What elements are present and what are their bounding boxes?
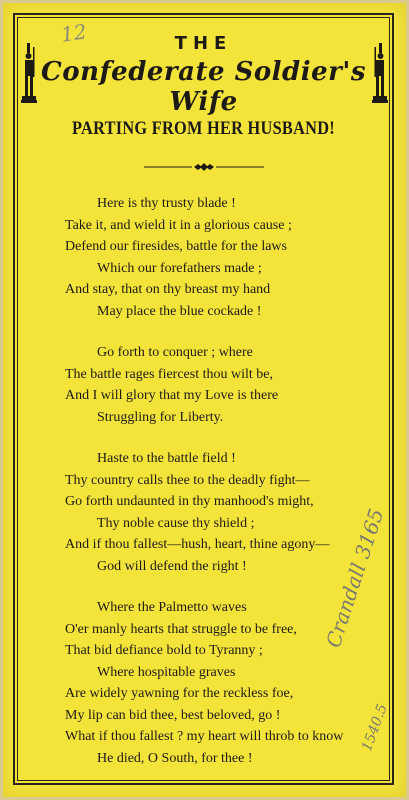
poem-line: Are widely yawning for the reckless foe, <box>65 686 294 701</box>
poem-line: Haste to the battle field ! <box>97 451 236 466</box>
poem-line: He died, O South, for thee ! <box>97 750 253 766</box>
pencil-note-bottom: 1540.5 <box>359 701 391 754</box>
poem-line: Take it, and wield it in a glorious cause ; <box>65 217 292 233</box>
poem-line: And I will glory that my Love is there <box>65 388 279 403</box>
poem-line: Here is thy trusty blade ! <box>97 196 236 211</box>
poem-body <box>65 193 385 769</box>
page-title: Confederate Soldier's Wife <box>41 57 366 117</box>
poem-line: O'er manly hearts that struggle to be free, <box>65 621 297 637</box>
stanza-gap <box>65 428 385 448</box>
poem-line: Defend our firesides, battle for the laws <box>65 239 287 254</box>
poem-line: Thy noble cause thy shield ; <box>97 515 255 531</box>
poem-line: Struggling for Liberty. <box>97 409 224 425</box>
poem-line: And stay, that on thy breast my hand <box>65 282 271 297</box>
title-article: THE <box>174 33 233 54</box>
broadside-sheet <box>3 3 406 797</box>
poem-line: Where the Palmetto waves <box>97 600 247 615</box>
poem-line: Thy country calls thee to the deadly fight— <box>65 472 310 488</box>
stanza-gap <box>65 322 385 342</box>
poem-line: God will defend the right ! <box>97 558 247 574</box>
poem-line: The battle rages fiercest thou wilt be, <box>65 366 273 382</box>
pencil-mark-top: 12 <box>59 19 88 47</box>
poem-line: Go forth to conquer ; where <box>97 345 253 360</box>
poem-line: Go forth undaunted in thy manhood's might, <box>65 494 314 509</box>
poem-line: That bid defiance bold to Tyranny ; <box>65 643 263 658</box>
ornamental-divider-icon <box>144 161 264 173</box>
poem-line: May place the blue cockade ! <box>97 303 262 319</box>
poem-line: Which our forefathers made ; <box>97 260 262 276</box>
poem-line: My lip can bid thee, best beloved, go ! <box>65 707 281 723</box>
poem-line: Where hospitable graves <box>97 664 236 680</box>
page-subtitle: PARTING FROM HER HUSBAND! <box>72 118 335 139</box>
pencil-catalog-note: Crandall 3165 <box>321 505 389 651</box>
poem-line: What if thou fallest ? my heart will throb to know <box>65 729 344 744</box>
poem-line: And if thou fallest—hush, heart, thine agony— <box>65 537 330 552</box>
